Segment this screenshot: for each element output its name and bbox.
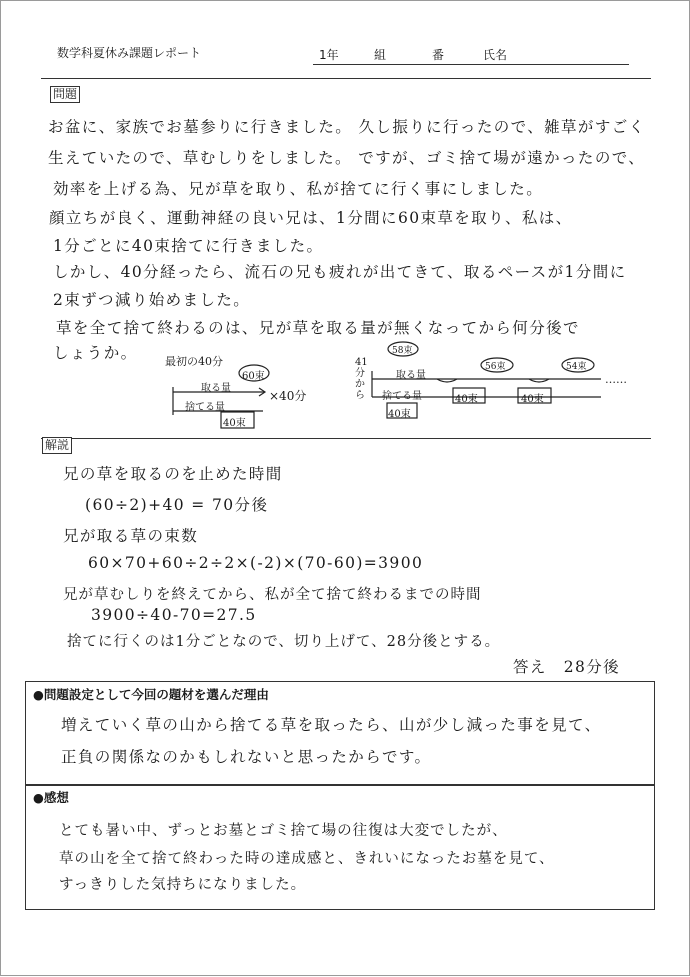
problem-label: 問題 [50,86,80,103]
diagram1-take-value: 60束 [242,371,265,382]
diagram1-discard-label: 捨てる量 [185,402,225,413]
diagram1-take-label: 取る量 [201,383,231,394]
problem-line: しかし、40分経ったら、流石の兄も疲れが出てきて、取るペースが1分間に [53,263,627,281]
reason-heading: ●問題設定として今回の題材を選んだ理由 [33,687,269,702]
problem-line: 効率を上げる為、兄が草を取り、私が捨てに行く事にしました。 [53,180,544,198]
solution-line: 兄が取る草の束数 [63,527,199,545]
impression-line: すっきりした気持ちになりました。 [59,877,307,893]
answer: 答え 28分後 [513,658,621,676]
impression-heading: ●感想 [33,790,69,805]
number-field: 番 [432,48,445,62]
diagram2-discard-value-3: 40束 [521,394,544,405]
reason-line: 正負の関係なのかもしれないと思ったからです。 [61,748,432,766]
diagram2-take-label: 取る量 [396,370,426,381]
impression-line: 草の山を全て捨て終わった時の達成感と、きれいになったお墓を見て、 [59,851,555,867]
diagram2-discard-label: 捨てる量 [382,391,422,402]
problem-line: 草を全て捨て終わるのは、兄が草を取る量が無くなってから何分後で [56,319,580,337]
grade-field: 1年 [319,48,339,62]
diagram2-side-label: 41分から [355,357,368,401]
diagram1-discard-value: 40束 [223,418,246,429]
problem-line: 2束ずつ減り始めました。 [53,291,251,309]
solution-line: (60÷2)+40 = 70分後 [85,496,269,514]
problem-line: 顔立ちが良く、運動神経の良い兄は、1分間に60束草を取り、私は、 [49,209,573,227]
problem-line: しょうか。 [53,344,138,362]
diagram2-take-value-1: 58束 [392,346,413,356]
solution-line: 兄の草を取るのを止めた時間 [63,465,283,483]
class-field: 組 [374,48,387,62]
solution-line: 兄が草むしりを終えてから、私が全て捨て終わるまでの時間 [63,587,482,603]
problem-line: お盆に、家族でお墓参りに行きました。 久し振りに行ったので、雑草がすごく [48,118,646,136]
solution-line: 捨てに行くのは1分ごとなので、切り上げて、28分後とする。 [67,634,501,650]
diagram1-title: 最初の40分 [165,355,223,368]
reason-line: 増えていく草の山から捨てる草を取ったら、山が少し減った事を見て、 [61,716,602,734]
diagram2-take-value-3: 54束 [566,362,587,372]
solution-line: 3900÷40-70=27.5 [91,606,257,624]
name-field: 氏名 [483,48,508,62]
diagram2-discard-value-2: 40束 [455,394,478,405]
diagram2-ellipsis: …… [605,373,627,386]
solution-line: 60×70+60÷2÷2×(-2)×(70-60)=3900 [88,554,424,572]
divider-middle [41,438,651,439]
solution-label: 解説 [42,437,72,454]
diagram2-take-value-2: 56束 [485,362,506,372]
impression-line: とても暑い中、ずっとお墓とゴミ捨て場の往復は大変でしたが、 [59,823,508,839]
problem-line: 生えていたので、草むしりをしました。 ですが、ゴミ捨て場が遠かったので、 [48,149,646,167]
problem-line: 1分ごとに40束捨てに行きました。 [53,237,324,255]
diagram2-discard-value-1: 40束 [388,409,411,420]
report-title: 数学科夏休み課題レポート [57,46,202,60]
diagram1-times: ×40分 [269,389,307,403]
